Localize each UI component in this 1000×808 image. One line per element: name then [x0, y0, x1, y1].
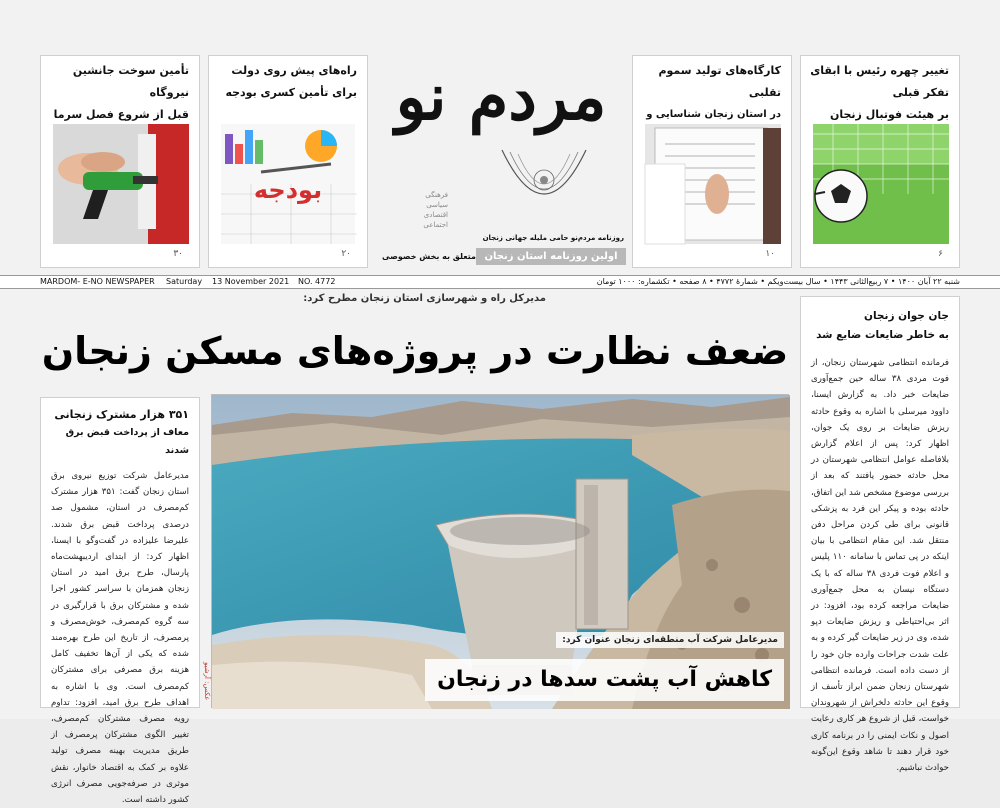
story-body: فرمانده انتظامی شهرستان زنجان، از فوت مردی ۳۸ ساله حین جمع‌آوری ضایعات خبر داد. به گزارش ایسنا، داوود میرسلی با اشاره به وقوع حادثه ریزش ضایعات بر روی یک جوان، اظهار کرد: پس از اعلام گزارش بلافاصله عوامل انتظامی شهرستان در محل حادثه حضور یافتند که بعد از بررسی موضوع مشخص شد این اتفاق، حادثه بوده و پیکر این فرد به پزشکی قانونی برای طی کردن مراحل دفن منتقل شد. این مقام انتظامی با بیان اینکه در پی تماس با سامانه ۱۱۰ پلیس و اعلام فوت فردی ۳۸ ساله که با یک دستگاه نیسان به محل جمع‌آوری ضایعات مراجعه کرده بود، افزود: در اثر بی‌احتیاطی و ریزش ضایعات دپو شده، وی در زیر ضایعات گیر کرده و به علت شدت جراحات وارده جان خود را از دست داده است. فرمانده انتظامی شهرستان زنجان ضمن ابراز تأسف از وقوع این حادثه دلخراش از شهروندان خواست، قبل از شروع هر کاری رعایت اصول و نکات ایمنی را در برنامه کاری خود قرار دهند تا شاهد وقوع این‌گونه حوادث نباشیم.	[811, 358, 949, 774]
descriptor-line: سیاسی	[426, 201, 448, 209]
photo-caption-headline: کاهش آب پشت سدها در زنجان	[425, 659, 784, 701]
fuel-nozzle-image	[53, 124, 187, 244]
masthead-ownership: متعلق به بخش خصوصی	[382, 252, 476, 261]
teaser-line-1: راه‌های پیش روی دولت	[231, 64, 357, 77]
story-right[interactable]	[800, 296, 960, 774]
date-strip	[0, 275, 1000, 289]
strip-issue-number: NO. 4772	[298, 277, 336, 286]
document-seal-image	[645, 124, 779, 244]
story-left[interactable]	[40, 397, 200, 806]
teaser-fuel[interactable]	[40, 55, 200, 268]
teaser-line-2: در استان زنجان شناسایی و	[646, 109, 781, 120]
teaser-football[interactable]	[800, 55, 960, 268]
budget-image	[221, 124, 355, 244]
page-number: ۶	[938, 249, 943, 259]
story-title	[41, 398, 199, 462]
story-title-line: معاف از پرداخت قبض برق شدند	[65, 427, 189, 456]
teaser-line-1: تأمین سوخت جانشین نیروگاه	[72, 64, 189, 99]
story-title-line: ۳۵۱ هزار مشترک زنجانی	[54, 408, 189, 421]
strip-persian-date: شنبه ۲۲ آبان ۱۴۰۰ • ۷ ربیع‌الثانی ۱۴۴۳ • سال بیست‌ویکم • شمارهٔ ۴۷۷۲ • ۸ صفحه • تکشماره: ۱۰۰۰ تومان	[596, 277, 960, 286]
teaser-line-1: تغییر چهره رئیس با ابقای تفکر قبلی	[810, 64, 949, 99]
teaser-line-2: برای تأمین کسری بودجه	[225, 86, 357, 99]
masthead	[376, 50, 626, 272]
teaser-line-2: بر هیئت فوتبال زنجان	[829, 108, 949, 121]
teaser-title	[209, 56, 367, 104]
story-title-line: به خاطر ضایعات ضایع شد	[816, 329, 949, 341]
ornament-icon	[498, 146, 590, 238]
lead-headline: ضعف نظارت در پروژه‌های مسکن زنجان	[41, 329, 789, 373]
teaser-workshop[interactable]	[632, 55, 792, 268]
descriptor-line: فرهنگی	[425, 191, 448, 199]
descriptor-line: اقتصادی	[423, 211, 448, 219]
story-title	[801, 297, 959, 349]
story-body: مدیرعامل شرکت توزیع نیروی برق استان زنجان گفت: ۳۵۱ هزار مشترک کم‌مصرف در استان، مشمول صد درصدی پرداخت قبض برق شدند. علیرضا علیزاده در گفت‌وگو با ایسنا، اظهار کرد: از ابتدای اردیبهشت‌ماه پارسال، طرح برق امید در استان زنجان همزمان با سراسر کشور اجرا شده و مشترکان برق با قرارگیری در سه گروه کم‌مصرف، خوش‌مصرف و پرمصرف، از تاریخ این طرح بهره‌مند شده که یکی از آن‌ها تخفیف کامل هزینه برق مصرفی برای مشترکان کم‌مصرف است. وی با اشاره به اهداف طرح برق امید، افزود: تداوم رویه مصرف مشترکان کم‌مصرف، تغییر الگوی مشترکان پرمصرف از طریق مدیریت بهینه مصرف تولید علاوه بر کمک به اقتصاد خانوار، نقش موثری در صرفه‌جویی مصرف انرژی کشور داشته است.	[51, 471, 189, 806]
photo-caption-kicker: مدیرعامل شرکت آب منطقه‌ای زنجان عنوان کرد:	[556, 632, 784, 648]
teaser-line-1: کارگاه‌های تولید سموم تقلبی	[658, 64, 781, 99]
teaser-line-2: قبل از شروع فصل سرما	[53, 108, 189, 121]
page-number: ۲۰	[341, 249, 351, 259]
story-title-line: جان جوان زنجان	[864, 310, 949, 322]
strip-date: 13 November 2021	[212, 277, 290, 286]
lead-kicker: مدیرکل راه و شهرسازی استان زنجان مطرح کرد:	[303, 293, 546, 304]
page-number: ۳۰	[173, 249, 183, 259]
football-image	[813, 124, 947, 244]
dam-photo[interactable]	[211, 394, 789, 708]
masthead-logo: مردم نو	[395, 60, 607, 135]
descriptor-line: اجتماعی	[423, 221, 448, 229]
teaser-title	[801, 56, 959, 126]
masthead-banner: اولین روزنامه استان زنجان	[476, 248, 626, 265]
teaser-budget[interactable]	[208, 55, 368, 268]
budget-image-text: بودجه	[253, 176, 323, 204]
masthead-tagline: روزنامه مردم‌نو حامی ملیله جهانی زنجان	[482, 234, 624, 242]
masthead-descriptors	[384, 190, 448, 230]
page-number: ۱۰	[765, 249, 775, 259]
photo-credit: عکس: آرشیو	[203, 661, 211, 700]
teaser-title	[41, 56, 199, 126]
strip-day: Saturday	[166, 277, 203, 286]
strip-newspaper-name: MARDOM- E-NO NEWSPAPER	[40, 277, 155, 286]
